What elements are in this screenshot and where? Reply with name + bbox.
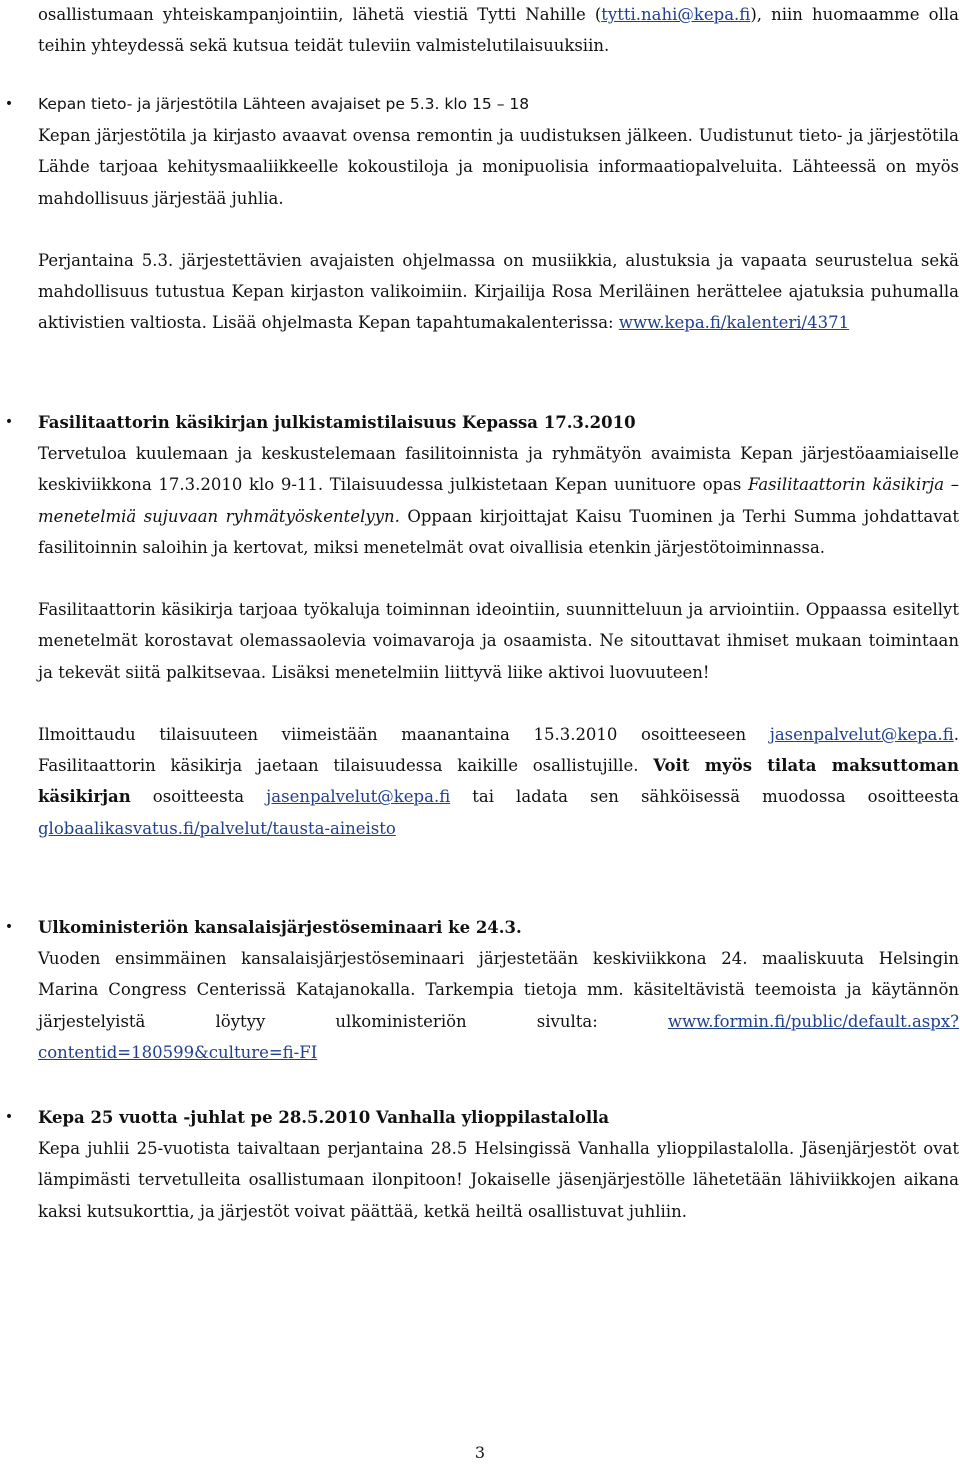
download-link[interactable]: globaalikasvatus.fi/palvelut/tausta-aineisto [38, 818, 396, 838]
section-paragraph: Fasilitaattorin käsikirja tarjoaa työkaluja toiminnan ideointiin, suunnitteluun ja arviointiin. Oppaassa esitellyt menetelmät korostavat olemassaolevia voimavaroja ja osaamista. Ne sitouttavat ihmiset mukaan toimintaan ja tekevät siitä palkitsevaa. Lisäksi menetelmiin liittyvä liike aktivoi luovuuteen! [38, 600, 959, 682]
section-paragraph [38, 245, 959, 339]
paragraph-text: . Fasilitaattorin käsikirja jaetaan tilaisuudessa kaikille osallistujille. [38, 725, 959, 776]
paragraph-text: tai ladata sen sähköisessä muodossa osoitteesta [450, 787, 960, 807]
section-paragraph: Kepan järjestötila ja kirjasto avaavat ovensa remontin ja uudistuksen jälkeen. Uudistunut tieto- ja järjestötila Lähde tarjoaa kehitysmaaliikkeelle kokoustiloja ja monipuolisia informaatiopalveluita. Lähteessä on myös mahdollisuus järjestää juhlia. [38, 126, 959, 208]
section-paragraph [38, 438, 959, 563]
paragraph-text: Perjantaina 5.3. järjestettävien avajaisten ohjelmassa on musiikkia, alustuksia ja vapaata seurustelua sekä mahdollisuus tutustua Kepan kirjaston valikoimiin. Kirjailija Rosa Meriläinen herättelee ajatuksia puhumalla aktivistien valtiosta. Lisää ohjelmasta Kepan tapahtumakalenterissa: [38, 251, 959, 333]
paragraph-text: Ilmoittaudu tilaisuuteen viimeistään maanantaina 15.3.2010 osoitteeseen [38, 725, 770, 744]
email-link-tytti[interactable]: tytti.nahi@kepa.fi [601, 5, 751, 24]
section-heading: Kepan tieto- ja järjestötila Lähteen avajaiset pe 5.3. klo 15 – 18 [38, 95, 530, 113]
paragraph-text: Oppaan kirjoittajat Kaisu Tuominen ja Terhi Summa johdattavat fasilitoinnin saloihin ja kertovat, miksi menetelmät ovat oivallisia etenkin järjestötoiminnassa. [38, 506, 959, 557]
intro-text-1: osallistumaan yhteiskampanjointiin, lähetä viestiä Tytti Nahille ( [38, 5, 602, 24]
email-link-jasenpalvelut-2[interactable]: jasenpalvelut@kepa.fi [266, 787, 451, 807]
formin-link[interactable]: www.formin.fi/public/default.aspx?contentid=180599&culture=fi-FI [38, 1011, 959, 1062]
bullet-icon: • [4, 96, 14, 112]
intro-paragraph [38, 0, 959, 61]
section-paragraph [38, 719, 959, 844]
section-heading: Kepa 25 vuotta -juhlat pe 28.5.2010 Vanhalla ylioppilastalolla [38, 1108, 610, 1127]
section-ministry-seminar [4, 912, 959, 1068]
book-title: Fasilitaattorin käsikirja – menetelmiä sujuvaan ryhmätyöskentelyyn. [38, 475, 959, 526]
section-facilitator-handbook [4, 407, 960, 844]
page-number: 3 [474, 1443, 486, 1462]
paragraph-text: Tervetuloa kuulemaan ja keskustelemaan fasilitoinnista ja ryhmätyön avaimista Kepan järjestöaamiaiselle keskiviikkona 17.3.2010 klo 9-11. Tilaisuudessa julkistetaan Kepan uunituore opas [38, 444, 959, 495]
email-link-jasenpalvelut[interactable]: jasenpalvelut@kepa.fi [769, 725, 954, 744]
section-heading: Fasilitaattorin käsikirjan julkistamistilaisuus Kepassa 17.3.2010 [38, 413, 636, 432]
section-lahde-opening [4, 89, 959, 339]
bullet-icon: • [4, 414, 14, 430]
paragraph-text: Vuoden ensimmäinen kansalaisjärjestöseminaari järjestetään keskiviikkona 24. maaliskuuta Helsingin Marina Congress Centerissä Katajanokalla. Tarkempia tietoja mm. käsiteltävistä teemoista ja käytännön järjestelyistä löytyy ulkoministeriön sivulta: [38, 949, 959, 1031]
bullet-icon: • [4, 1109, 14, 1125]
section-heading: Ulkoministeriön kansalaisjärjestöseminaari ke 24.3. [38, 918, 522, 937]
order-emphasis: Voit myös tilata maksuttoman käsikirjan [38, 756, 959, 807]
paragraph-text: osoitteesta [130, 787, 267, 807]
section-paragraph: Kepa juhlii 25-vuotista taivaltaan perjantaina 28.5 Helsingissä Vanhalla ylioppilastalolla. Jäsenjärjestöt ovat lämpimästi tervetulleita osallistumaan ilonpitoon! Jokaiselle jäsenjärjestölle lähetetään lähiviikkojen aikana kaksi kutsukorttia, ja järjestöt voivat päättää, ketkä heiltä osallistuvat juhliin. [38, 1139, 959, 1221]
section-kepa-25-party [4, 1102, 959, 1227]
intro-text-2: ), niin huomaamme olla teihin yhteydessä sekä kutsua teidät tuleviin valmistelutilaisuuksiin. [38, 5, 959, 56]
calendar-link[interactable]: www.kepa.fi/kalenteri/4371 [618, 313, 850, 333]
bullet-icon: • [4, 919, 14, 935]
section-paragraph [38, 943, 959, 1068]
